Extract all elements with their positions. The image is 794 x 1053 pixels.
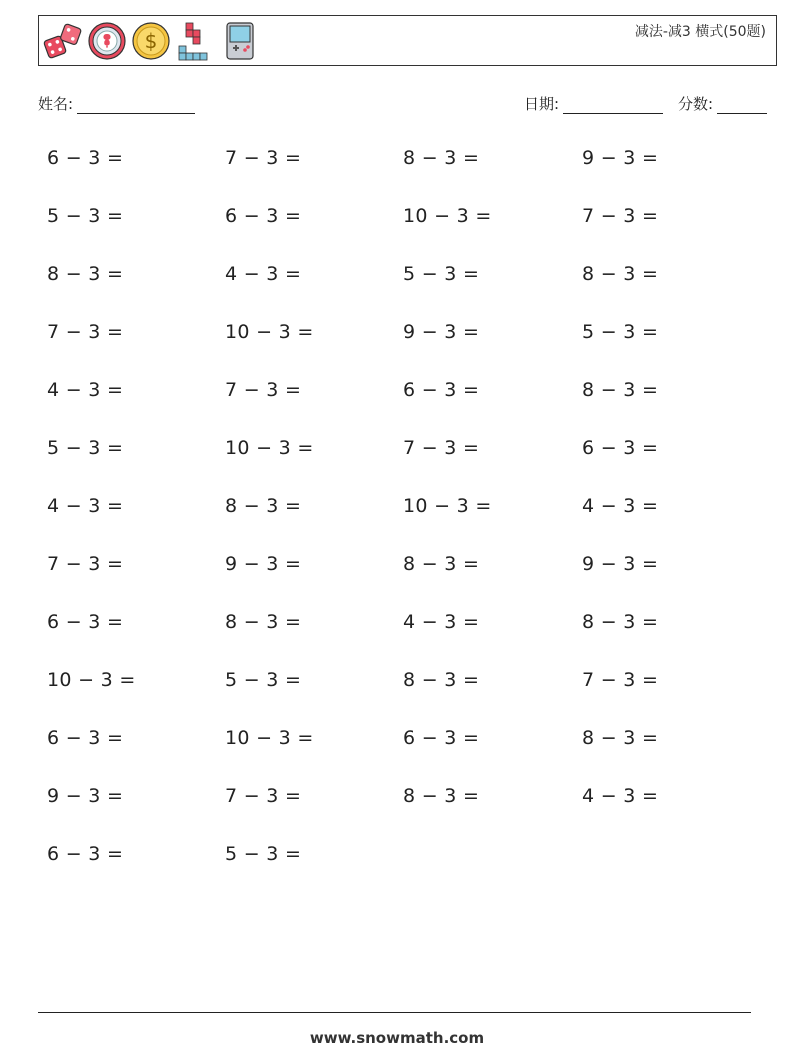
problem-item: 6 − 3 =: [225, 205, 302, 227]
problem-item: 5 − 3 =: [47, 437, 124, 459]
problem-item: 4 − 3 =: [47, 379, 124, 401]
dice-icon: [43, 21, 83, 61]
problem-item: 10 − 3 =: [225, 437, 314, 459]
problem-item: 6 − 3 =: [47, 727, 124, 749]
score-blank[interactable]: [717, 98, 767, 114]
problem-item: 7 − 3 =: [403, 437, 480, 459]
problem-item: 10 − 3 =: [225, 727, 314, 749]
problem-item: 7 − 3 =: [582, 669, 659, 691]
problem-item: 5 − 3 =: [47, 205, 124, 227]
handheld-game-console-icon: [219, 21, 259, 61]
footer-url: www.snowmath.com: [309, 1029, 485, 1047]
problem-item: 10 − 3 =: [225, 321, 314, 343]
problem-item: 8 − 3 =: [582, 379, 659, 401]
date-field: [524, 93, 663, 114]
poker-chip-icon: [87, 21, 127, 61]
name-label: 姓名:: [38, 95, 74, 113]
problem-item: 8 − 3 =: [582, 727, 659, 749]
problem-item: 8 − 3 =: [403, 785, 480, 807]
problem-item: 6 − 3 =: [403, 727, 480, 749]
problem-item: 8 − 3 =: [403, 669, 480, 691]
score-field: [678, 93, 767, 114]
problem-item: 6 − 3 =: [47, 611, 124, 633]
problem-item: 6 − 3 =: [403, 379, 480, 401]
problem-item: 9 − 3 =: [47, 785, 124, 807]
problem-item: 9 − 3 =: [225, 553, 302, 575]
problem-item: 8 − 3 =: [403, 553, 480, 575]
name-field: [38, 93, 195, 114]
date-blank[interactable]: [563, 98, 663, 114]
problem-item: 10 − 3 =: [403, 205, 492, 227]
problem-item: 8 − 3 =: [225, 611, 302, 633]
problem-item: 7 − 3 =: [225, 785, 302, 807]
problem-item: 5 − 3 =: [225, 669, 302, 691]
problem-item: 8 − 3 =: [403, 147, 480, 169]
problem-item: 5 − 3 =: [403, 263, 480, 285]
problem-item: 7 − 3 =: [225, 147, 302, 169]
problem-item: 8 − 3 =: [225, 495, 302, 517]
problem-item: 6 − 3 =: [47, 843, 124, 865]
problem-item: 6 − 3 =: [582, 437, 659, 459]
problem-item: 9 − 3 =: [582, 553, 659, 575]
header-box: [38, 15, 777, 66]
problem-item: 10 − 3 =: [47, 669, 136, 691]
problem-item: 4 − 3 =: [225, 263, 302, 285]
problem-item: 7 − 3 =: [225, 379, 302, 401]
date-label: 日期:: [524, 95, 560, 113]
problem-item: 9 − 3 =: [403, 321, 480, 343]
problem-item: 8 − 3 =: [47, 263, 124, 285]
icon-strip: [43, 21, 259, 61]
problem-item: 5 − 3 =: [225, 843, 302, 865]
sheet-title: 减法-减3 横式(50题): [634, 24, 766, 40]
problem-item: 7 − 3 =: [47, 321, 124, 343]
problem-item: 4 − 3 =: [47, 495, 124, 517]
problem-item: 4 − 3 =: [582, 785, 659, 807]
problem-item: 9 − 3 =: [582, 147, 659, 169]
problem-item: 5 − 3 =: [582, 321, 659, 343]
tetris-blocks-icon: [175, 21, 215, 61]
footer-divider: [38, 1012, 751, 1013]
svg-text:$: $: [144, 29, 158, 53]
problem-item: 7 − 3 =: [47, 553, 124, 575]
problem-item: 8 − 3 =: [582, 611, 659, 633]
problem-item: 4 − 3 =: [403, 611, 480, 633]
score-label: 分数:: [678, 95, 714, 113]
name-blank[interactable]: [77, 98, 195, 114]
problem-item: 4 − 3 =: [582, 495, 659, 517]
problem-item: 7 − 3 =: [582, 205, 659, 227]
problem-item: 10 − 3 =: [403, 495, 492, 517]
dollar-coin-icon: [131, 21, 171, 61]
problem-item: 8 − 3 =: [582, 263, 659, 285]
problem-item: 6 − 3 =: [47, 147, 124, 169]
